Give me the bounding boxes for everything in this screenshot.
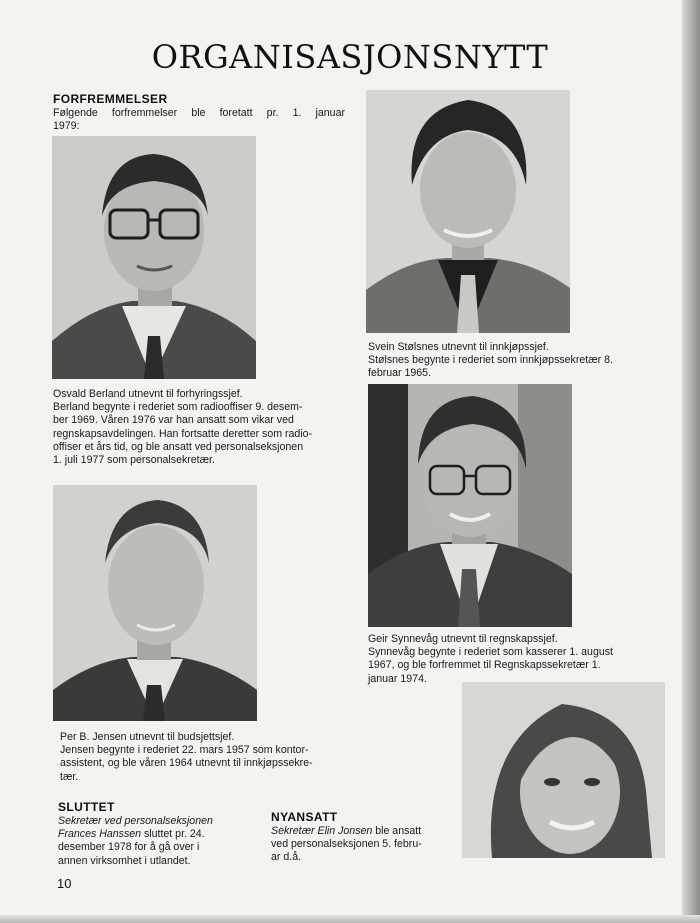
nyansatt-line-rest: ble ansatt: [372, 825, 422, 837]
caption-line: ber 1969. Våren 1976 var han ansatt som vikar ved: [53, 414, 294, 427]
forfremmelser-intro: [53, 107, 345, 133]
caption-line: assistent, og ble våren 1964 utnevnt til innkjøpssekre-: [60, 757, 313, 770]
caption-line: tær.: [60, 770, 79, 783]
nyansatt-line: ved personalseksjonen 5. febru-: [271, 838, 422, 851]
photo-elin-jonsen: [462, 682, 665, 858]
page-number: 10: [57, 876, 72, 891]
caption-line: Stølsnes begynte i rederiet som innkjøpssekretær 8.: [368, 354, 613, 367]
caption-line: Geir Synnevåg utnevnt til regnskapssjef.: [368, 633, 558, 645]
nyansatt-line: [271, 825, 451, 838]
caption-line: Jensen begynte i rederiet 22. mars 1957 som kontor-: [60, 744, 309, 757]
nyansatt-name: Sekretær Elin Jonsen: [271, 825, 373, 837]
caption-line: 1. juli 1977 som personalsekretær.: [53, 454, 215, 467]
page-edge-shadow: [682, 0, 700, 923]
nyansatt-line: ar d.å.: [271, 851, 302, 864]
synnevag-caption: [368, 633, 658, 686]
intro-line: Følgende forfremmelser ble foretatt pr. 1. januar: [53, 107, 345, 119]
stolsnes-caption: [368, 341, 658, 381]
sluttet-line: [58, 828, 246, 841]
photo-per-b-jensen: [53, 485, 257, 721]
caption-line: februar 1965.: [368, 367, 432, 380]
photo-osvald-berland: [52, 136, 256, 379]
berland-caption: [53, 388, 345, 467]
section-heading-forfremmelser: FORFREMMELSER: [53, 92, 168, 106]
page-bottom-edge: [0, 915, 700, 923]
caption-line: Synnevåg begynte i rederiet som kasserer 1. august: [368, 646, 613, 659]
caption-line: Osvald Berland utnevnt til forhyringssjef.: [53, 388, 243, 400]
page-title: ORGANISASJONSNYTT: [151, 38, 549, 76]
caption-line: regnskapsavdelingen. Han fortsatte deretter som radio-: [53, 427, 313, 440]
photo-geir-synnevag: [368, 384, 572, 627]
caption-line: 1967, og ble forfremmet til Regnskapssekretær 1.: [368, 659, 601, 672]
caption-line: januar 1974.: [368, 672, 427, 685]
sluttet-line: Sekretær ved personalseksjonen: [58, 815, 213, 827]
caption-line: Berland begynte i rederiet som radiooffiser 9. desem-: [53, 401, 303, 414]
photo-svein-stolsnes: [366, 90, 570, 333]
caption-line: Per B. Jensen utnevnt til budsjettsjef.: [60, 731, 235, 743]
jensen-caption: [60, 731, 350, 784]
sluttet-line: annen virksomhet i utlandet.: [58, 854, 191, 867]
sluttet-line: desember 1978 for å gå over i: [58, 841, 200, 854]
sluttet-line-rest: sluttet pr. 24.: [141, 828, 205, 841]
section-heading-sluttet: SLUTTET: [58, 800, 115, 814]
nyansatt-text: [271, 825, 451, 865]
sluttet-text: [58, 815, 246, 868]
section-heading-nyansatt: NYANSATT: [271, 810, 338, 824]
caption-line: offiser et års tid, og ble ansatt ved personalseksjonen: [53, 440, 304, 453]
caption-line: Svein Stølsnes utnevnt til innkjøpssjef.: [368, 341, 549, 353]
sluttet-name: Frances Hanssen: [58, 828, 142, 841]
intro-line: 1979:: [53, 120, 80, 133]
